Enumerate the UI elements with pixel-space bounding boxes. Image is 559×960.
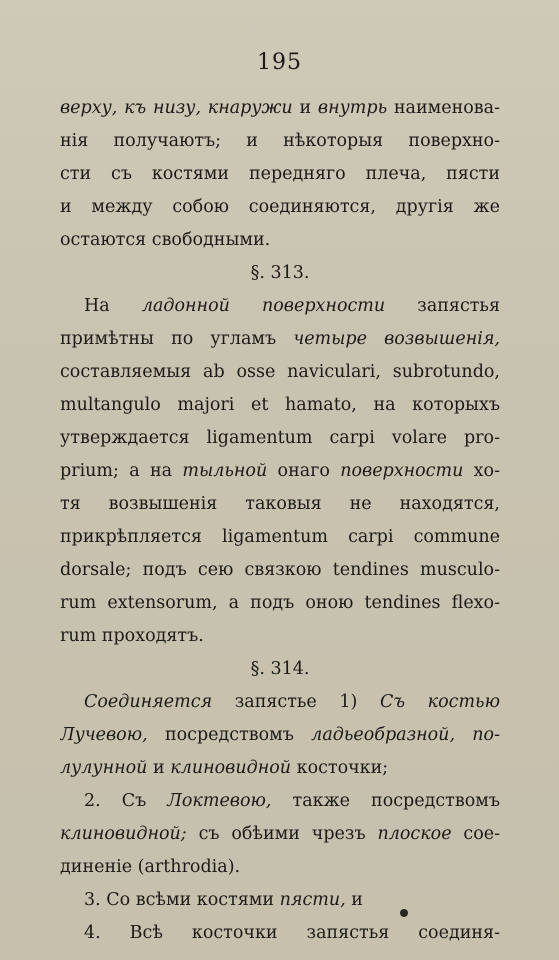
text-run: примѣтны по угламъ [60,329,294,349]
italic-text: тыльной [182,461,268,481]
text-line [60,620,500,653]
text-line [60,554,500,587]
body-text [60,92,500,950]
italic-text: верху, [60,98,118,118]
text-line [60,719,500,752]
text-run: и [345,890,363,910]
text-run: остаются свободными. [60,230,271,250]
text-run: утверждается ligamentum carpi volare pro- [60,428,500,448]
text-line [60,752,500,785]
italic-text: Локтевою, [167,791,272,811]
text-line [60,92,500,125]
text-run: §. 314. [250,659,310,679]
italic-text: клиновидной; [60,824,187,844]
text-run: 3. Со всѣми костями [84,890,280,910]
text-run: косточки; [291,758,389,778]
text-run: и [147,758,171,778]
italic-text: Лучевою, [60,725,148,745]
text-run: прикрѣпляется ligamentum carpi commune [60,527,500,547]
text-run: также посредствомъ [271,791,500,811]
text-run: тя возвышенія таковыя не находятся, [60,494,500,514]
italic-text: лулунной [60,758,148,778]
text-line [60,686,500,719]
text-line [60,653,500,686]
page-number: 195 [257,50,302,75]
text-run: хо- [463,461,500,481]
italic-text: Соединяется [84,692,213,712]
text-run: rum проходятъ. [60,626,204,646]
text-run: 4. Всѣ косточки запястья соединя- [84,923,500,943]
text-run: сое- [451,824,500,844]
text-run: онаго [267,461,341,481]
italic-text: четыре возвышенія, [293,329,500,349]
text-run: multangulo majori et hamato, на которыхъ [60,395,500,415]
text-run: наименова- [387,98,500,118]
text-run: dorsale; подъ сею связкою tendines musculo- [60,560,500,580]
text-run: запястье 1) [212,692,380,712]
text-run: запястья [385,296,500,316]
text-run: диненіе (arthrodia). [60,857,241,877]
text-line [60,488,500,521]
text-run: составляемыя ab osse naviculari, subrotundo, [60,362,500,382]
italic-text: пясти, [279,890,346,910]
text-line [60,389,500,422]
italic-text: къ низу, кнаружи [124,98,293,118]
italic-text: поверхности [340,461,464,481]
text-run: prium; а на [60,461,183,481]
ink-speck [400,909,408,917]
text-run: посредствомъ [147,725,312,745]
text-line [60,521,500,554]
text-line [60,851,500,884]
text-line [60,785,500,818]
text-line [60,422,500,455]
text-run: и между собою соединяются, другія же [60,197,500,217]
text-run: rum extensorum, а подъ оною tendines flexo- [60,593,500,613]
italic-text: плоское [377,824,452,844]
text-line [60,323,500,356]
text-line [60,290,500,323]
text-line [60,917,500,950]
text-line [60,125,500,158]
text-line [60,191,500,224]
italic-text: ладьеобразной, по- [311,725,500,745]
italic-text: внутрь [317,98,388,118]
text-line [60,158,500,191]
italic-text: ладонной поверхности [141,296,386,316]
text-line [60,356,500,389]
text-run: §. 313. [250,263,310,283]
text-line [60,224,500,257]
text-run: 2. Съ [84,791,168,811]
text-run: нія получаютъ; и нѣкоторыя поверхно- [60,131,500,151]
text-line [60,455,500,488]
text-run: и [292,98,318,118]
text-line [60,257,500,290]
italic-text: клиновидной [170,758,292,778]
italic-text: Съ костью [380,692,500,712]
text-run: сти съ костями передняго плеча, пясти [60,164,500,184]
text-line [60,818,500,851]
text-run: съ обѣими чрезъ [186,824,378,844]
text-line [60,587,500,620]
text-run: На [84,296,142,316]
text-line [60,884,500,917]
